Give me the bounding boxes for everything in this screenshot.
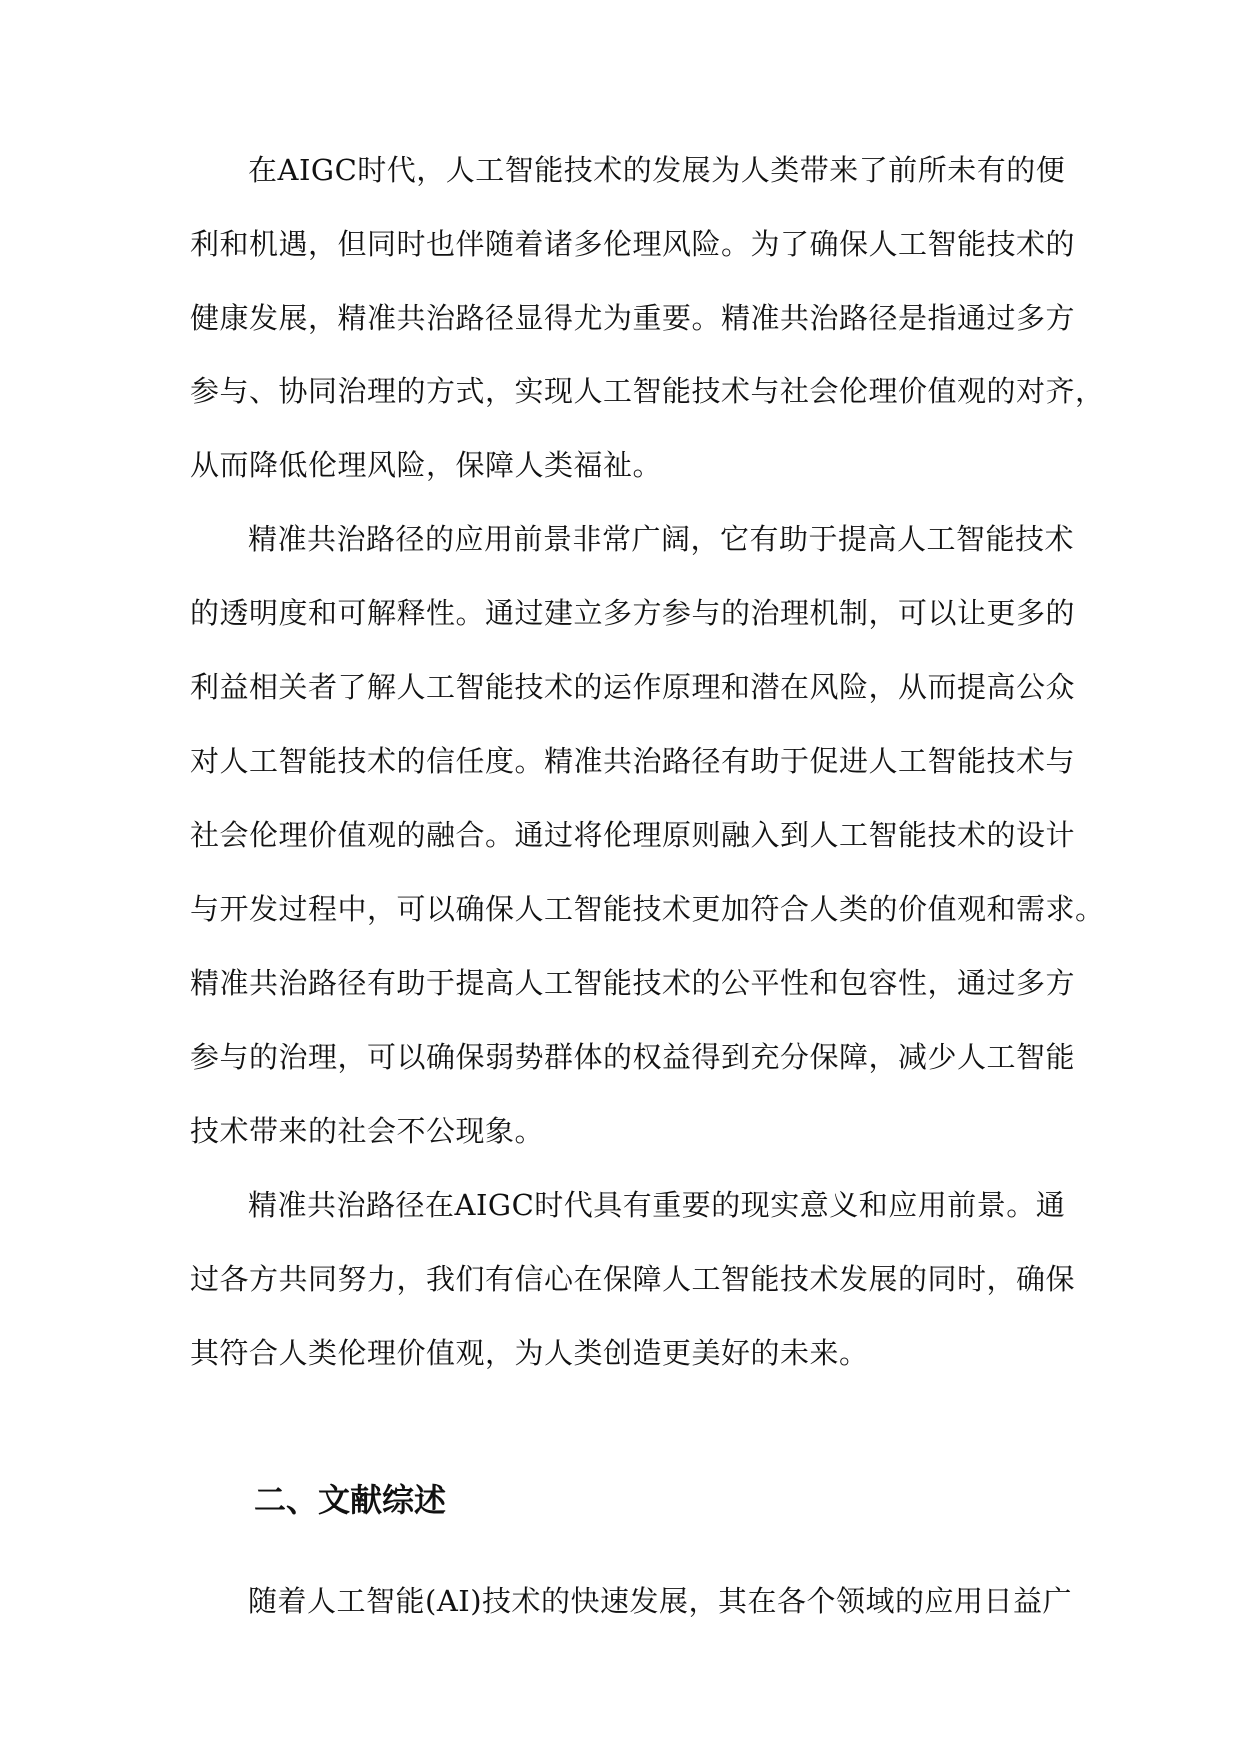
paragraph-line: 对人工智能技术的信任度。精准共治路径有助于促进人工智能技术与 bbox=[190, 744, 1076, 778]
paragraph-line: 与开发过程中，可以确保人工智能技术更加符合人类的价值观和需求。 bbox=[190, 892, 1105, 926]
paragraph-line: 其符合人类伦理价值观，为人类创造更美好的未来。 bbox=[190, 1336, 869, 1370]
paragraph-line: 从而降低伦理风险，保障人类福祉。 bbox=[190, 448, 663, 482]
paragraph-line: 过各方共同努力，我们有信心在保障人工智能技术发展的同时，确保 bbox=[190, 1262, 1076, 1296]
section-heading: 二、文献综述 bbox=[254, 1481, 447, 1519]
paragraph-line: 随着人工智能(AI)技术的快速发展，其在各个领域的应用日益广 bbox=[248, 1584, 1073, 1618]
paragraph-line: 在AIGC时代，人工智能技术的发展为人类带来了前所未有的便 bbox=[248, 153, 1066, 187]
paragraph-line: 利益相关者了解人工智能技术的运作原理和潜在风险，从而提高公众 bbox=[190, 670, 1076, 704]
paragraph-line: 的透明度和可解释性。通过建立多方参与的治理机制，可以让更多的 bbox=[190, 596, 1076, 630]
paragraph-line: 精准共治路径的应用前景非常广阔，它有助于提高人工智能技术 bbox=[248, 522, 1075, 556]
paragraph-line: 技术带来的社会不公现象。 bbox=[190, 1114, 545, 1148]
paragraph-line: 健康发展，精准共治路径显得尤为重要。精准共治路径是指通过多方 bbox=[190, 301, 1076, 335]
paragraph-line: 精准共治路径在AIGC时代具有重要的现实意义和应用前景。通 bbox=[248, 1188, 1066, 1222]
paragraph-line: 利和机遇，但同时也伴随着诸多伦理风险。为了确保人工智能技术的 bbox=[190, 227, 1076, 261]
paragraph-line: 参与的治理，可以确保弱势群体的权益得到充分保障，减少人工智能 bbox=[190, 1040, 1076, 1074]
paragraph-line: 社会伦理价值观的融合。通过将伦理原则融入到人工智能技术的设计 bbox=[190, 818, 1076, 852]
paragraph-line: 精准共治路径有助于提高人工智能技术的公平性和包容性，通过多方 bbox=[190, 966, 1076, 1000]
paragraph-line: 参与、协同治理的方式，实现人工智能技术与社会伦理价值观的对齐， bbox=[190, 374, 1105, 408]
